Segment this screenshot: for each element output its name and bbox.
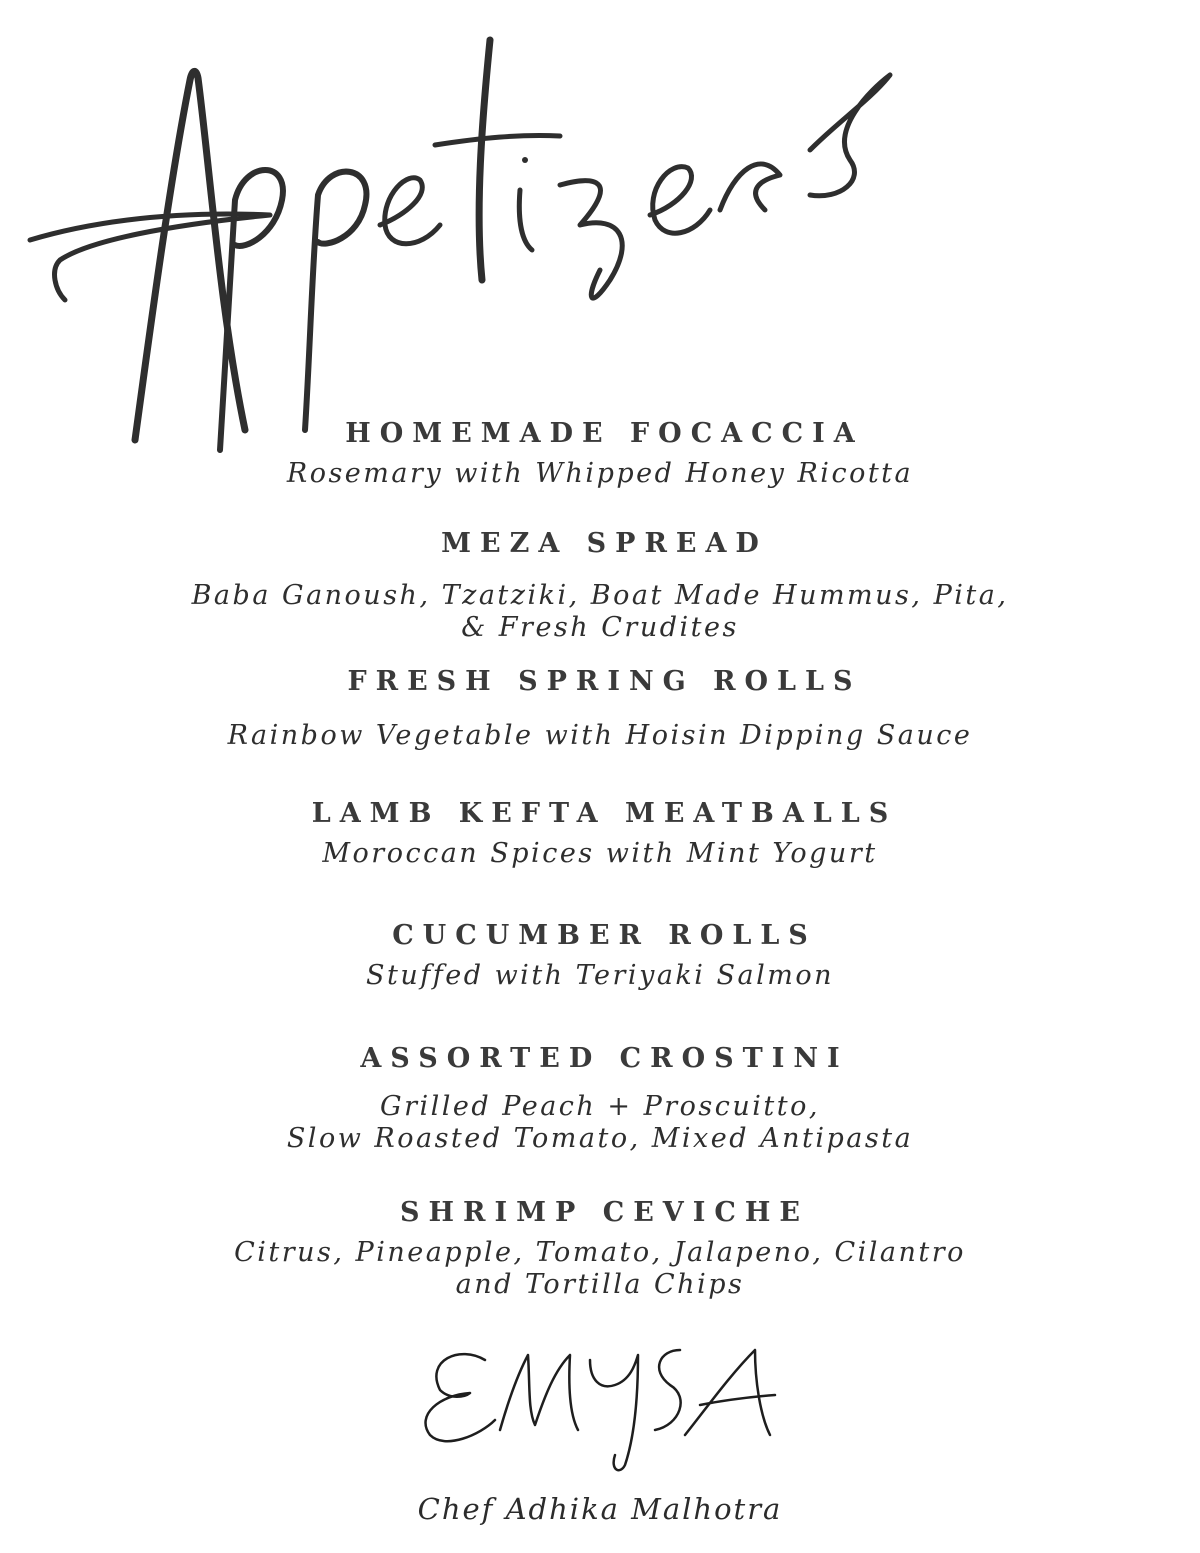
item-name: ASSORTED CROSTINI [360, 1043, 849, 1074]
item-description: Rainbow Vegetable with Hoisin Dipping Sauce [227, 720, 973, 751]
item-description: Baba Ganoush, Tzatziki, Boat Made Hummus, Pita, [191, 580, 1009, 611]
menu-item [0, 418, 1200, 490]
item-name: CUCUMBER ROLLS [392, 920, 817, 951]
menu-item [0, 1043, 1200, 1155]
item-description: and Tortilla Chips [455, 1269, 745, 1300]
item-description: Rosemary with Whipped Honey Ricotta [286, 458, 914, 489]
chef-name: Chef Adhika Malhotra [417, 1492, 783, 1526]
item-description: Stuffed with Teriyaki Salmon [366, 960, 834, 991]
item-name: FRESH SPRING ROLLS [347, 666, 862, 697]
item-description: Grilled Peach + Proscuitto, [380, 1091, 820, 1122]
item-description: Citrus, Pineapple, Tomato, Jalapeno, Cilantro [234, 1237, 966, 1268]
item-name: LAMB KEFTA MEATBALLS [311, 798, 898, 829]
menu-item [0, 920, 1200, 992]
item-name: SHRIMP CEVICHE [400, 1197, 809, 1228]
menu-item [0, 1197, 1200, 1301]
item-name: MEZA SPREAD [441, 528, 768, 559]
item-description: Slow Roasted Tomato, Mixed Antipasta [286, 1123, 914, 1154]
item-name: HOMEMADE FOCACCIA [345, 418, 864, 449]
menu-title-script [20, 10, 900, 460]
brand-signature-logo [410, 1335, 790, 1475]
menu-item [0, 528, 1200, 644]
menu-item [0, 798, 1200, 870]
menu-item [0, 666, 1200, 752]
item-description: & Fresh Crudites [461, 612, 739, 643]
item-description: Moroccan Spices with Mint Yogurt [322, 838, 878, 869]
